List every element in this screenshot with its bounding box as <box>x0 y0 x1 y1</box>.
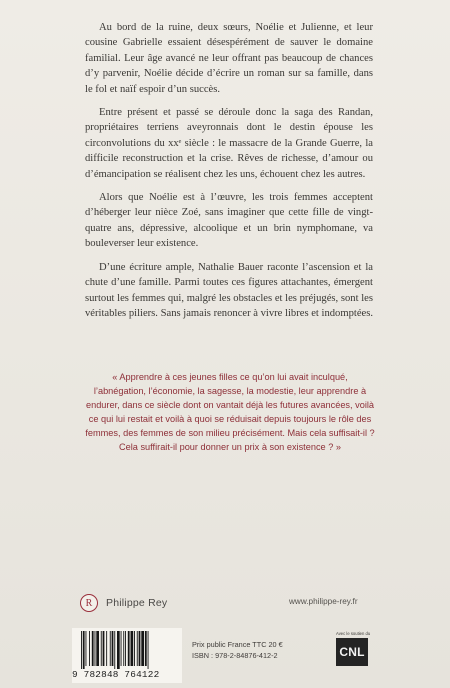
blurb-paragraph-2: Entre présent et passé se déroule donc la saga des Randan, propriétaires terriens aveyronnais dont le destin épouse les circonvolutions du xxᵉ siècle : le massacre de la Grande Guerre, la difficile reconstruction et la crise. Rêves de richesse, d’amour ou d’émancipation se réalisent chez les uns, échouent chez les autres. <box>85 107 373 180</box>
barcode-bar <box>112 631 114 666</box>
barcode-bar <box>121 631 122 666</box>
barcode-bar <box>114 631 115 669</box>
blurb-text <box>85 20 373 329</box>
publisher-brand <box>80 593 167 613</box>
publisher-website: www.philippe-rey.fr <box>289 597 358 606</box>
cnl-support <box>336 631 370 677</box>
barcode-bar <box>81 631 82 669</box>
barcode-bar <box>117 631 120 669</box>
barcode-bar <box>86 631 87 666</box>
publisher-logo-icon: R <box>80 594 98 612</box>
barcode-bar <box>134 631 135 666</box>
cnl-caption: Avec le soutien du <box>336 631 371 636</box>
price-info <box>192 640 283 661</box>
barcode-bars-icon <box>81 631 173 669</box>
barcode-bar <box>96 631 99 666</box>
barcode-bar <box>110 631 111 666</box>
blurb-paragraph-3: Alors que Noélie est à l’œuvre, les trois femmes acceptent d’héberger leur nièce Zoé, sans imaginer que cette fille de vingt-quatre ans, dépressive, alcoolique et un brin nymphomane, va bouleverser leur existence. <box>85 192 373 250</box>
isbn-line: ISBN : 978-2-84876-412-2 <box>192 650 278 660</box>
isbn-barcode <box>72 628 182 683</box>
footer <box>0 576 450 688</box>
blurb-paragraph-4: D’une écriture ample, Nathalie Bauer raconte l’ascension et la chute d’une famille. Parmi toutes ces figures attachantes, émergent surtout les femmes qui, malgré les obstacles et les préjugés, sont les véritables piliers. Sans jamais renoncer à vivre libres et indomptées. <box>85 261 374 319</box>
barcode-bar <box>125 631 126 666</box>
barcode-bar <box>89 631 90 666</box>
barcode-digits: 9 782848 764122 <box>72 669 160 680</box>
barcode-bar <box>131 631 134 666</box>
barcode-bar <box>145 631 147 666</box>
barcode-bar <box>137 631 138 666</box>
barcode-bar <box>141 631 144 666</box>
barcode-bar <box>106 631 107 666</box>
barcode-bar <box>128 631 130 666</box>
barcode-bar <box>139 631 141 666</box>
publisher-name: Philippe Rey <box>106 597 168 609</box>
barcode-bar <box>148 631 149 669</box>
barcode-bar <box>83 631 85 669</box>
price-line: Prix public France TTC 20 € <box>192 640 283 649</box>
excerpt-quote: « Apprendre à ces jeunes filles ce qu’on lui avait inculqué, l’abnégation, l’économie, la sagesse, la modestie, leur apprendre à endurer, dans ce siècle dont on vantait déjà les futures avancées, voilà ce qui lui restait et voilà à quoi se réduisait depuis toujours le rôle des femmes, des femmes de son milieu précisément. Mais cela suffisait-il ? Cela suffirait-il pour donner un prix à son existence ? » <box>85 372 375 452</box>
barcode-bar <box>95 631 96 666</box>
barcode-bar <box>103 631 105 666</box>
barcode-bar <box>123 631 124 666</box>
barcode-bar <box>101 631 102 666</box>
cnl-logo: CNL <box>336 638 368 666</box>
barcode-bar <box>92 631 94 666</box>
blurb-paragraph-1: Au bord de la ruine, deux sœurs, Noélie et Julienne, et leur cousine Gabrielle essaient désespérément de sauver le domaine familial. Leur âge avancé ne leur offrant pas beaucoup de chances d’y parvenir, Noélie décide d’écrire un roman sur sa famille, dans le fol et naïf espoir d’un succès. <box>85 22 373 95</box>
